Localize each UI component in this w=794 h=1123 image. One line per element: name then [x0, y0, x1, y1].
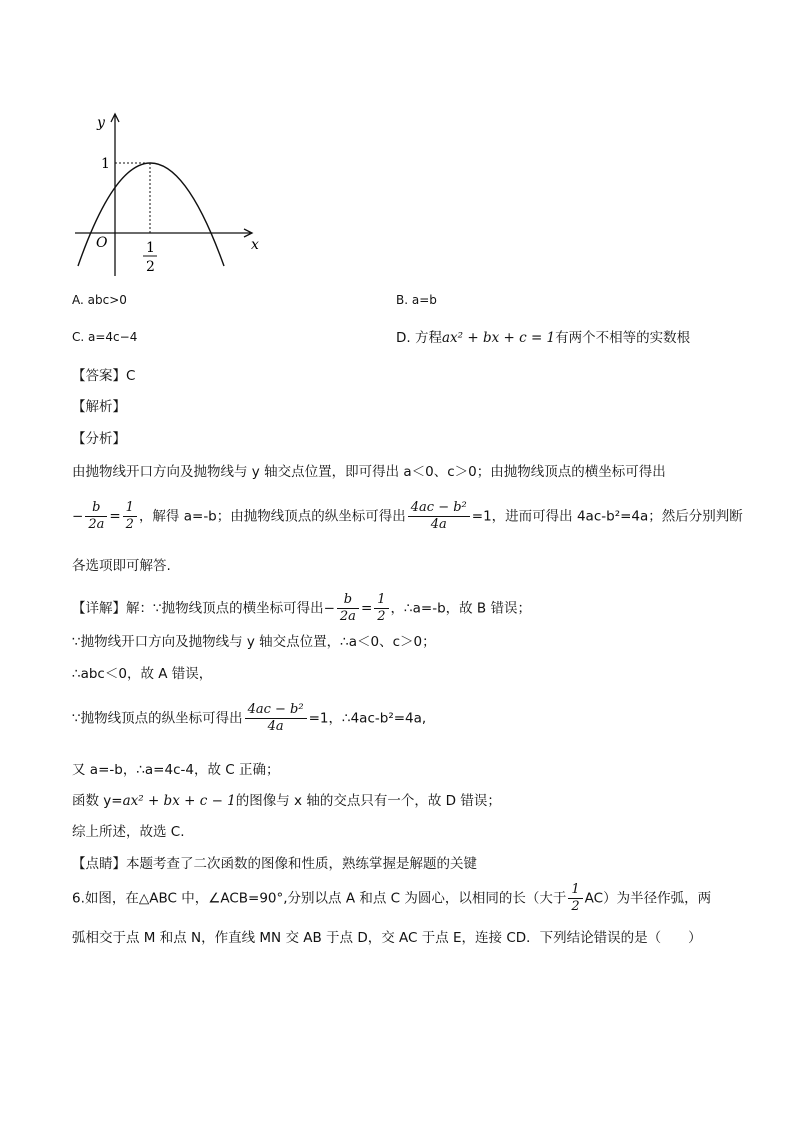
eq-one: =1	[308, 710, 329, 727]
frac-num: 1	[374, 592, 388, 609]
xiangjie-line-3: ∴abc＜0，故 A 错误，	[72, 666, 213, 682]
dianjing-tag: 【点睛】	[72, 856, 126, 872]
frac-num: 1	[123, 500, 137, 517]
y-tick-one: 1	[101, 156, 110, 172]
option-c: C. a=4c−4	[72, 330, 138, 344]
q6-l1-pre: 6.如图，在△ABC 中，∠ACB=90°,分别以点 A 和点 C 为圆心，以相同的长（大于	[72, 890, 567, 907]
option-d-equation: ax² + bx + c = 1	[441, 330, 556, 346]
eq-one: =1	[471, 508, 492, 525]
frac-den: 4a	[267, 719, 284, 734]
xiangjie-l4-pre: ∵抛物线顶点的纵坐标可得出	[72, 710, 243, 727]
fenxi-line-3: 各选项即可解答.	[72, 558, 171, 574]
option-d-suffix: 有两个不相等的实数根	[555, 330, 691, 346]
frac-den: 4a	[430, 517, 447, 532]
frac-num: 4ac − b²	[245, 702, 307, 719]
y-axis-label: y	[97, 115, 105, 131]
xiangjie-l4-post: ，∴4ac-b²=4a,	[328, 710, 427, 727]
frac-den: 2a	[88, 517, 105, 532]
equals-sign: =	[109, 508, 121, 525]
origin-label: O	[96, 235, 108, 251]
xiangjie-line-7: 综上所述，故选 C.	[72, 824, 185, 840]
frac-den: 2	[571, 899, 580, 914]
frac-num: 4ac − b²	[408, 500, 470, 517]
xiangjie-line-6	[72, 791, 501, 811]
dianjing-text: 本题考查了二次函数的图像和性质，熟练掌握是解题的关键	[126, 856, 477, 872]
answer-tag: 【答案】	[72, 368, 126, 384]
option-a: A. abc>0	[72, 293, 127, 307]
minus-sign: −	[323, 600, 335, 617]
fenxi-line-2-mid: ，解得 a=-b；由抛物线顶点的纵坐标可得出	[138, 508, 406, 525]
fraction-b-over-2a	[337, 592, 359, 625]
x-axis-label: x	[251, 237, 259, 253]
fraction-vertex-y	[408, 500, 470, 533]
parabola-graph	[70, 108, 270, 278]
q6-l1-post: AC）为半径作弧，两	[584, 890, 712, 907]
equals-sign: =	[360, 600, 373, 617]
fenxi-tag: 【分析】	[72, 431, 126, 447]
frac-den: 2a	[339, 609, 356, 624]
x-tick-half-num: 1	[146, 240, 155, 256]
xiangjie-line-2: ∵抛物线开口方向及抛物线与 y 轴交点位置，∴a＜0、c＞0；	[72, 634, 436, 650]
x-tick-half-den: 2	[146, 259, 155, 275]
fenxi-line-1: 由抛物线开口方向及抛物线与 y 轴交点位置，即可得出 a＜0、c＞0；由抛物线顶点的横坐标可得出	[72, 464, 666, 480]
xiangjie-line-1	[72, 592, 531, 625]
xiangjie-tag: 【详解】	[72, 600, 126, 617]
fraction-b-over-2a	[85, 500, 107, 533]
xiangjie-l6-pre: 函数 y=	[72, 793, 123, 809]
xiangjie-line-4	[72, 702, 426, 735]
frac-num: 1	[568, 882, 582, 899]
dianjing-line	[72, 854, 477, 874]
fenxi-line-2	[72, 500, 743, 533]
frac-num: b	[85, 500, 107, 517]
xiangjie-l1-pre: 解：∵抛物线顶点的横坐标可得出	[126, 600, 324, 617]
q6-line-2: 弧相交于点 M 和点 N，作直线 MN 交 AB 于点 D，交 AC 于点 E，连接 CD．下列结论错误的是（ ）	[72, 930, 702, 946]
option-b: B. a=b	[396, 293, 437, 307]
answer-value: C	[126, 368, 136, 384]
fraction-vertex-y	[245, 702, 307, 735]
answer-line	[72, 366, 135, 386]
fraction-one-half	[568, 882, 582, 915]
minus-sign: −	[72, 508, 84, 525]
analysis-tag: 【解析】	[72, 399, 126, 415]
xiangjie-line-5: 又 a=-b，∴a=4c-4，故 C 正确；	[72, 762, 280, 778]
fraction-one-half	[123, 500, 137, 533]
option-d	[396, 328, 690, 348]
option-d-prefix: D. 方程	[396, 330, 442, 346]
frac-den: 2	[125, 517, 134, 532]
xiangjie-l1-post: ，∴a=-b，故 B 错误；	[390, 600, 531, 617]
q6-line-1	[72, 882, 711, 915]
function-expression: ax² + bx + c − 1	[122, 793, 236, 809]
fraction-one-half	[374, 592, 388, 625]
fenxi-line-2-end: ，进而可得出 4ac-b²=4a；然后分别判断	[491, 508, 743, 525]
xiangjie-l6-post: 的图像与 x 轴的交点只有一个，故 D 错误；	[235, 793, 501, 809]
frac-den: 2	[377, 609, 386, 624]
frac-num: b	[337, 592, 359, 609]
